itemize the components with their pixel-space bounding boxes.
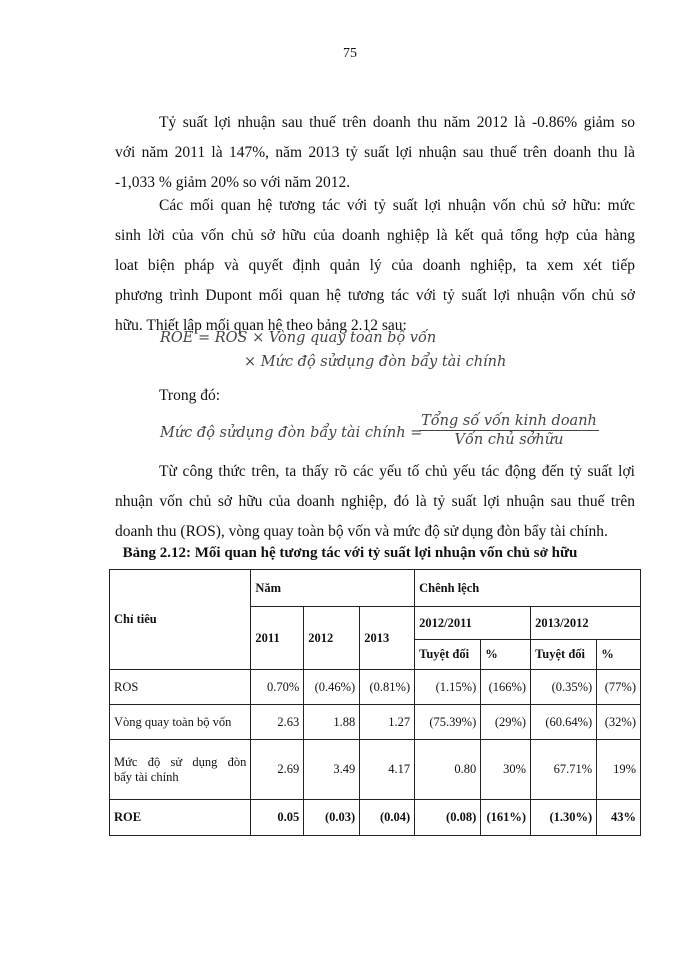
cell-value: 30% bbox=[481, 740, 531, 800]
text-line: doanh thu (ROS), vòng quay toàn bộ vốn và mức độ sử dụng đòn bẩy tài chính. bbox=[115, 523, 608, 540]
formula-leverage-fraction bbox=[419, 413, 599, 448]
paragraph-relationships bbox=[115, 191, 635, 341]
cell-value: (75.39%) bbox=[415, 705, 481, 740]
cell-value: 1.27 bbox=[360, 705, 415, 740]
paragraph-ros-trend bbox=[115, 108, 635, 198]
cell-value: (0.81%) bbox=[360, 670, 415, 705]
cell-value: 3.49 bbox=[304, 740, 360, 800]
cell-value: 2.69 bbox=[251, 740, 304, 800]
row-label-line: bẩy tài chính bbox=[114, 769, 179, 784]
cell-value: (60.64%) bbox=[531, 705, 597, 740]
row-label-line: Mức độ sử dụng đòn bbox=[114, 754, 247, 769]
header-nam: Năm bbox=[251, 570, 415, 607]
formula-roe-line1: ROE = ROS × Vòng quay toàn bộ vốn bbox=[160, 330, 437, 346]
header-period: 2012/2011 bbox=[415, 607, 531, 640]
table-row bbox=[110, 800, 641, 836]
header-percent: % bbox=[481, 640, 531, 670]
cell-value: (29%) bbox=[481, 705, 531, 740]
cell-value: (161%) bbox=[481, 800, 531, 836]
row-label: Vòng quay toàn bộ vốn bbox=[110, 705, 251, 740]
cell-value: 0.70% bbox=[251, 670, 304, 705]
cell-value: (77%) bbox=[597, 670, 641, 705]
header-chi-tieu: Chỉ tiêu bbox=[110, 570, 251, 670]
header-chenh-lech: Chênh lệch bbox=[415, 570, 641, 607]
text-line: với năm 2011 là 147%, năm 2013 tỷ suất lợi nhuận sau thuế trên doanh thu là bbox=[115, 144, 635, 161]
header-year: 2012 bbox=[304, 607, 360, 670]
cell-value: (0.35%) bbox=[531, 670, 597, 705]
cell-value: 19% bbox=[597, 740, 641, 800]
formula-roe-line2: × Mức độ sửdụng đòn bẩy tài chính bbox=[244, 354, 507, 370]
text-line: sinh lời của vốn chủ sở hữu của doanh nghiệp là kết quả tổng hợp của hàng bbox=[115, 227, 635, 244]
cell-value: (32%) bbox=[597, 705, 641, 740]
table-row bbox=[110, 670, 641, 705]
row-label bbox=[110, 740, 251, 800]
text-line: Tỷ suất lợi nhuận sau thuế trên doanh thu năm 2012 là -0.86% giảm so bbox=[159, 114, 635, 131]
roe-table bbox=[109, 569, 641, 836]
header-tuyet-doi: Tuyệt đối bbox=[531, 640, 597, 670]
cell-value: (0.08) bbox=[415, 800, 481, 836]
trong-do-label: Trong đó: bbox=[159, 387, 221, 404]
cell-value: 1.88 bbox=[304, 705, 360, 740]
header-tuyet-doi: Tuyệt đối bbox=[415, 640, 481, 670]
table-row bbox=[110, 740, 641, 800]
text-line: loat biện pháp và quyết định quản lý của doanh nghiệp, ta xem xét tiếp bbox=[115, 257, 635, 274]
header-year: 2013 bbox=[360, 607, 415, 670]
row-label: ROE bbox=[110, 800, 251, 836]
header-year: 2011 bbox=[251, 607, 304, 670]
cell-value: (1.15%) bbox=[415, 670, 481, 705]
cell-value: 67.71% bbox=[531, 740, 597, 800]
cell-value: (1.30%) bbox=[531, 800, 597, 836]
fraction-denominator: Vốn chủ sởhữu bbox=[454, 432, 564, 448]
text-line: Từ công thức trên, ta thấy rõ các yếu tố chủ yếu tác động đến tỷ suất lợi bbox=[159, 463, 635, 480]
table-caption: Bảng 2.12: Mối quan hệ tương tác với tỷ suất lợi nhuận vốn chủ sở hữu bbox=[122, 545, 578, 561]
page-number: 75 bbox=[343, 46, 357, 61]
text-line: -1,033 % giảm 20% so với năm 2012. bbox=[115, 174, 351, 191]
fraction-numerator: Tổng số vốn kinh doanh bbox=[419, 413, 599, 431]
cell-value: 2.63 bbox=[251, 705, 304, 740]
formula-leverage-lhs: Mức độ sửdụng đòn bẩy tài chính = bbox=[160, 425, 423, 441]
text-line: Các mối quan hệ tương tác với tỷ suất lợi nhuận vốn chủ sở hữu: mức bbox=[159, 197, 635, 214]
cell-value: 0.80 bbox=[415, 740, 481, 800]
cell-value: 4.17 bbox=[360, 740, 415, 800]
row-label: ROS bbox=[110, 670, 251, 705]
table-row bbox=[110, 705, 641, 740]
cell-value: (0.03) bbox=[304, 800, 360, 836]
cell-value: (0.04) bbox=[360, 800, 415, 836]
paragraph-factors bbox=[115, 457, 635, 547]
text-line: hữu. Thiết lập mối quan hệ theo bảng 2.12 sau: bbox=[115, 317, 407, 334]
cell-value: 43% bbox=[597, 800, 641, 836]
header-period: 2013/2012 bbox=[531, 607, 641, 640]
cell-value: (166%) bbox=[481, 670, 531, 705]
cell-value: 0.05 bbox=[251, 800, 304, 836]
header-percent: % bbox=[597, 640, 641, 670]
cell-value: (0.46%) bbox=[304, 670, 360, 705]
text-line: nhuận vốn chủ sở hữu của doanh nghiệp, đó là tỷ suất lợi nhuận sau thuế trên bbox=[115, 493, 635, 510]
text-line: phương trình Dupont mối quan hệ tương tác với tỷ suất lợi nhuận vốn chủ sở bbox=[115, 287, 635, 304]
